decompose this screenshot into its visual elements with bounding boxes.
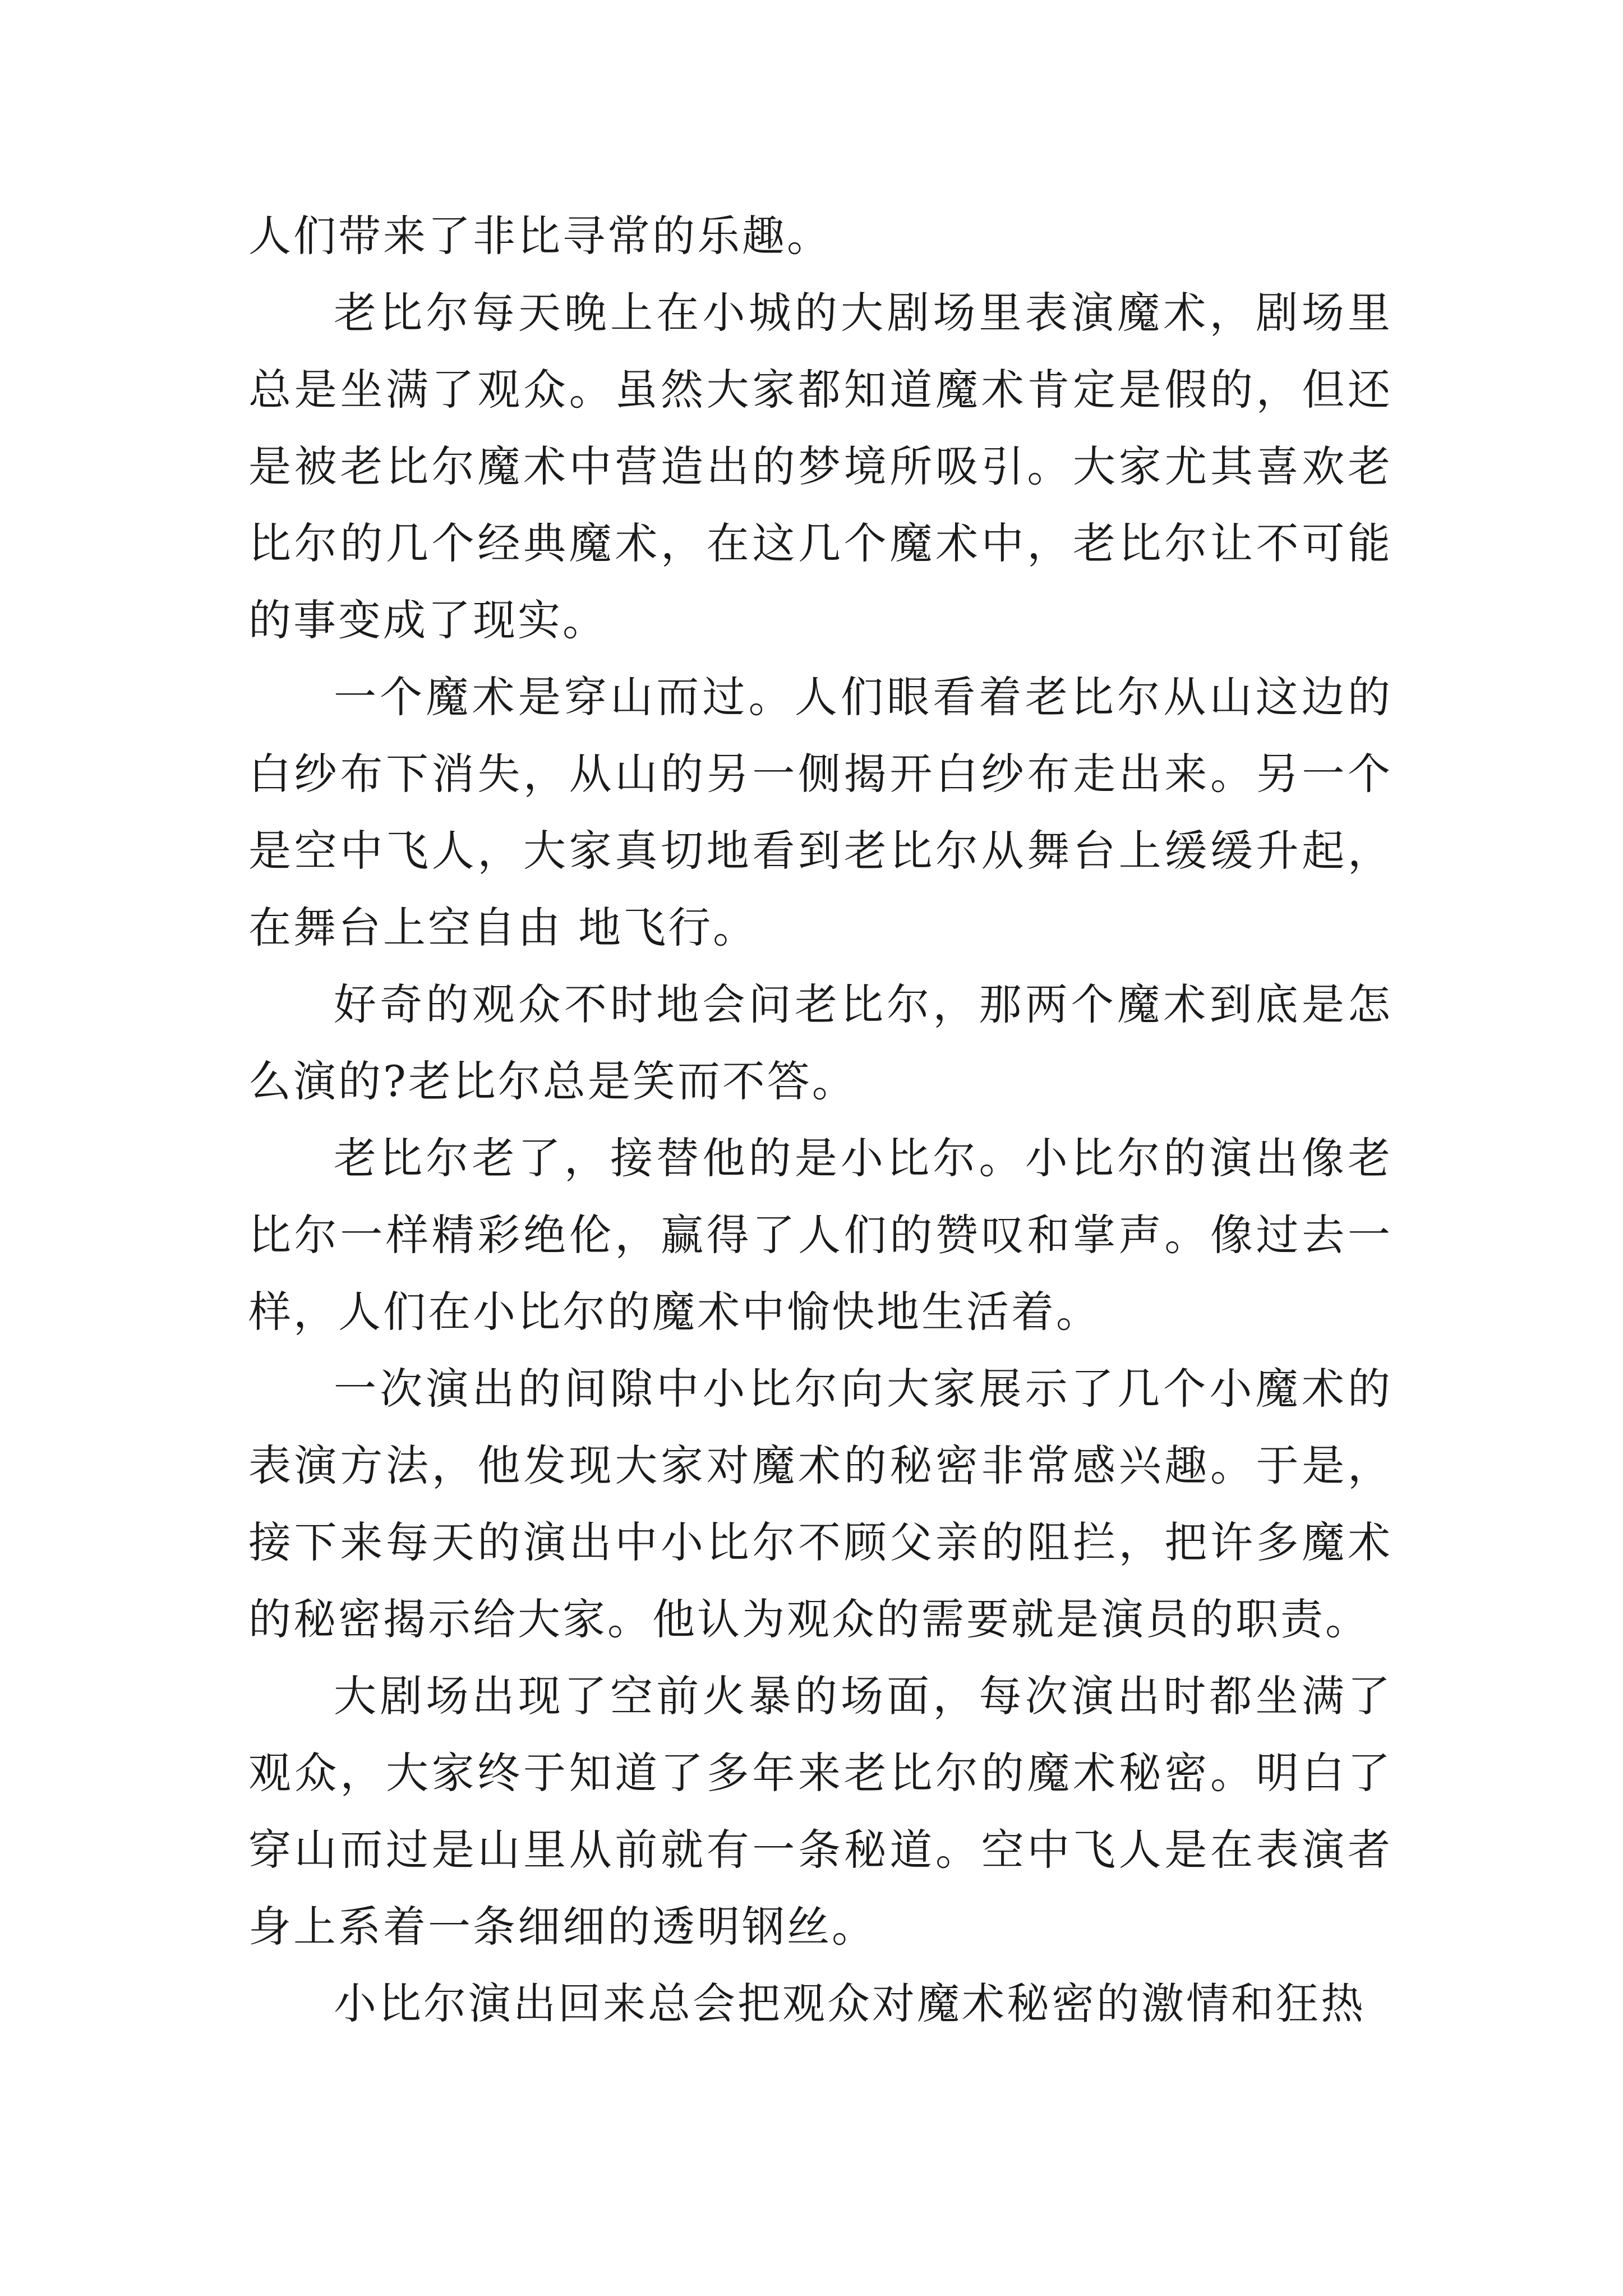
paragraph-6: 一次演出的间隙中小比尔向大家展示了几个小魔术的表演方法，他发现大家对魔术的秘密非常感兴趣。于是，接下来每天的演出中小比尔不顾父亲的阻拦，把许多魔术的秘密揭示给大家。他认为观众的需要就是演员的职责。: [248, 1364, 1393, 1644]
paragraph-8: 小比尔演出回来总会把观众对魔术秘密的激情和狂热: [334, 1978, 1366, 2028]
paragraph-3: 一个魔术是穿山而过。人们眼看着老比尔从山这边的白纱布下消失，从山的另一侧揭开白纱布走出来。另一个是空中飞人，大家真切地看到老比尔从舞台上缓缓升起，在舞台上空自由 地飞行。: [248, 672, 1393, 953]
paragraph-1: 人们带来了非比寻常的乐趣。: [248, 211, 832, 261]
paragraph-4: 好奇的观众不时地会问老比尔，那两个魔术到底是怎么演的?老比尔总是笑而不答。: [248, 979, 1393, 1106]
document-body: [248, 197, 1393, 2042]
paragraph-2: 老比尔每天晚上在小城的大剧场里表演魔术，剧场里总是坐满了观众。虽然大家都知道魔术肯定是假的，但还是被老比尔魔术中营造出的梦境所吸引。大家尤其喜欢老比尔的几个经典魔术，在这几个魔术中，老比尔让不可能的事变成了现实。: [248, 288, 1393, 645]
paragraph-5: 老比尔老了，接替他的是小比尔。小比尔的演出像老比尔一样精彩绝伦，赢得了人们的赞叹和掌声。像过去一样，人们在小比尔的魔术中愉快地生活着。: [248, 1133, 1393, 1337]
paragraph-7: 大剧场出现了空前火暴的场面，每次演出时都坐满了观众，大家终于知道了多年来老比尔的魔术秘密。明白了穿山而过是山里从前就有一条秘道。空中飞人是在表演者身上系着一条细细的透明钢丝。: [248, 1671, 1393, 1952]
